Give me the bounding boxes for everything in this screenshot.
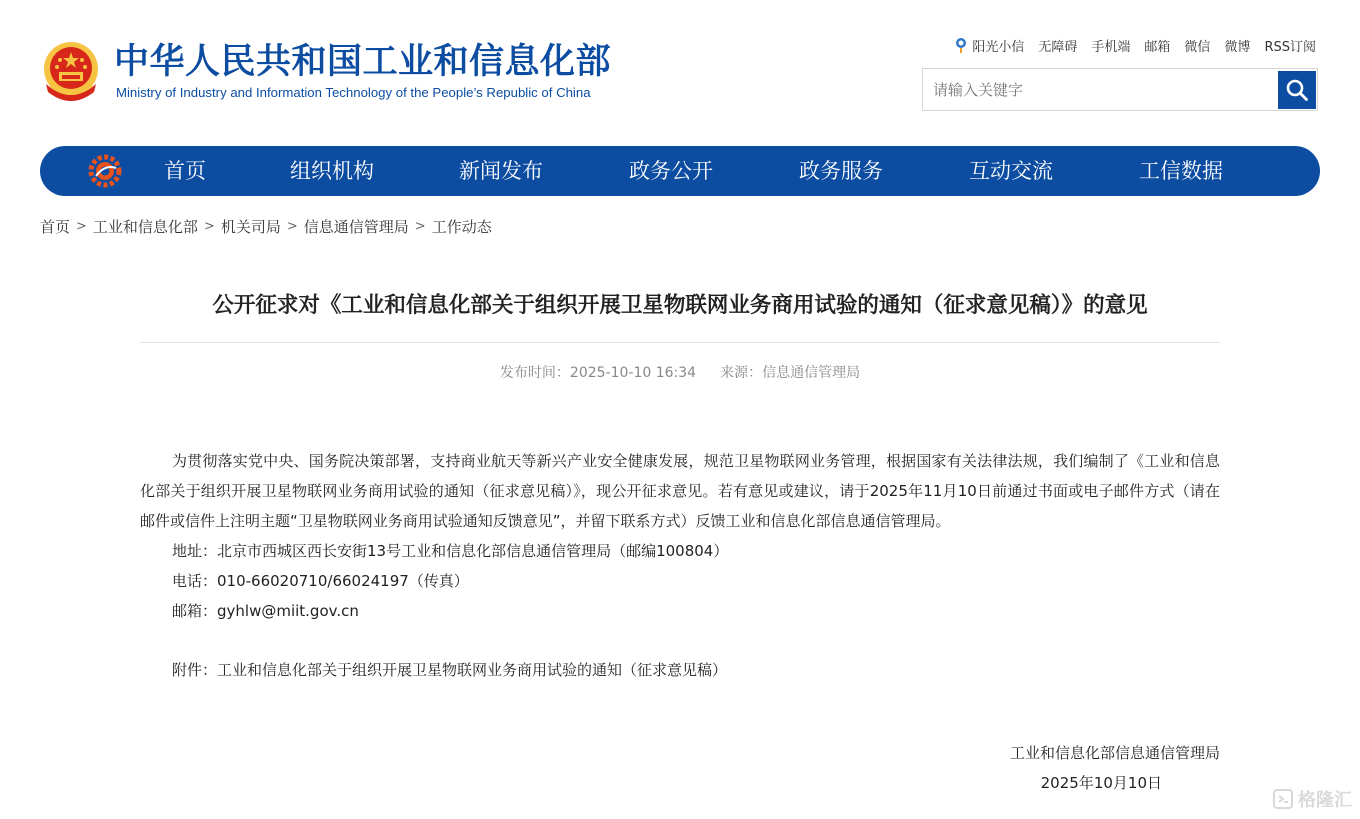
main-nav <box>40 146 1320 196</box>
nav-item-interaction[interactable]: 互动交流 <box>969 159 1053 183</box>
article-body <box>140 446 1220 685</box>
source: 信息通信管理局 <box>762 365 861 381</box>
top-link-label: 阳光小信 <box>972 39 1025 55</box>
breadcrumb-miit[interactable]: 工业和信息化部 <box>92 218 198 236</box>
contact-phone: 电话：010-66020710/66024197（传真） <box>172 572 469 590</box>
search-input[interactable] <box>923 69 1279 110</box>
top-link-rss[interactable]: RSS订阅 <box>1264 39 1316 55</box>
search-icon <box>1285 78 1309 102</box>
breadcrumb-separator: > <box>414 219 426 234</box>
attachment <box>140 655 1220 685</box>
top-link-wechat[interactable]: 微信 <box>1184 39 1211 55</box>
nav-item-news[interactable]: 新闻发布 <box>459 159 543 183</box>
article-paragraph: 为贯彻落实党中央、国务院决策部署，支持商业航天等新兴产业安全健康发展，规范卫星物联网业务管理，根据国家有关法律法规，我们编制了《工业和信息化部关于组织开展卫星物联网业务商用试验的通知（征求意见稿）》，现公开征求意见。若有意见或建议，请于2025年11月10日前通过书面或电子邮件方式（请在邮件或信件上注明主题“卫星物联网业务商用试验通知反馈意见”，并留下联系方式）反馈工业和信息化部信息通信管理局。 <box>140 452 1220 530</box>
site-header <box>0 0 1360 140</box>
attachment-link[interactable]: 工业和信息化部关于组织开展卫星物联网业务商用试验的通知（征求意见稿） <box>217 661 728 679</box>
top-link-weibo[interactable]: 微博 <box>1224 39 1251 55</box>
source-label: 来源： <box>720 365 763 381</box>
nav-item-gov-services[interactable]: 政务服务 <box>799 159 883 183</box>
watermark-logo-icon <box>1272 788 1294 810</box>
breadcrumb-separator: > <box>76 219 87 234</box>
publish-time: 2025-10-10 16:34 <box>569 365 697 381</box>
breadcrumb-work-news[interactable]: 工作动态 <box>431 218 492 236</box>
site-title[interactable]: 中华人民共和国工业和信息化部 <box>114 42 612 82</box>
watermark-text: 格隆汇 <box>1298 790 1352 811</box>
top-link-sunshine[interactable] <box>954 36 1024 55</box>
breadcrumb-home[interactable]: 首页 <box>40 218 71 236</box>
signoff-org: 工业和信息化部信息通信管理局 <box>1009 744 1220 762</box>
article-title: 公开征求对《工业和信息化部关于组织开展卫星物联网业务商用试验的通知（征求意见稿）》的意见 <box>212 293 1148 318</box>
article-meta <box>140 362 1220 382</box>
title-divider <box>140 342 1220 343</box>
signoff <box>1010 738 1220 798</box>
publish-time-label: 发布时间： <box>499 365 570 381</box>
search-box <box>922 68 1318 111</box>
breadcrumb-bureau[interactable]: 信息通信管理局 <box>303 218 409 236</box>
breadcrumb-separator: > <box>286 219 298 234</box>
breadcrumb-departments[interactable]: 机关司局 <box>220 218 281 236</box>
watermark <box>1272 786 1352 812</box>
breadcrumb <box>40 216 492 237</box>
site-subtitle: Ministry of Industry and Information Technology of the People’s Republic of China <box>116 85 591 100</box>
attachment-label: 附件： <box>172 661 218 679</box>
nav-item-gov-affairs[interactable]: 政务公开 <box>629 159 713 183</box>
top-link-accessibility[interactable]: 无障碍 <box>1038 39 1078 55</box>
sunshine-icon <box>954 36 968 54</box>
miit-logo-icon[interactable] <box>88 154 122 188</box>
contact-email: 邮箱：gyhlw@miit.gov.cn <box>172 602 359 620</box>
nav-item-organization[interactable]: 组织机构 <box>290 159 374 183</box>
signoff-date: 2025年10月10日 <box>1040 774 1162 792</box>
top-links <box>954 36 1316 54</box>
top-link-mobile[interactable]: 手机端 <box>1091 39 1131 55</box>
breadcrumb-separator: > <box>203 219 215 234</box>
national-emblem-icon[interactable] <box>40 40 102 104</box>
top-link-mail[interactable]: 邮箱 <box>1144 39 1171 55</box>
nav-item-home[interactable]: 首页 <box>164 159 206 183</box>
nav-item-data[interactable]: 工信数据 <box>1139 159 1223 183</box>
search-button[interactable] <box>1278 71 1316 109</box>
contact-address: 地址：北京市西城区西长安街13号工业和信息化部信息通信管理局（邮编100804） <box>172 542 729 560</box>
